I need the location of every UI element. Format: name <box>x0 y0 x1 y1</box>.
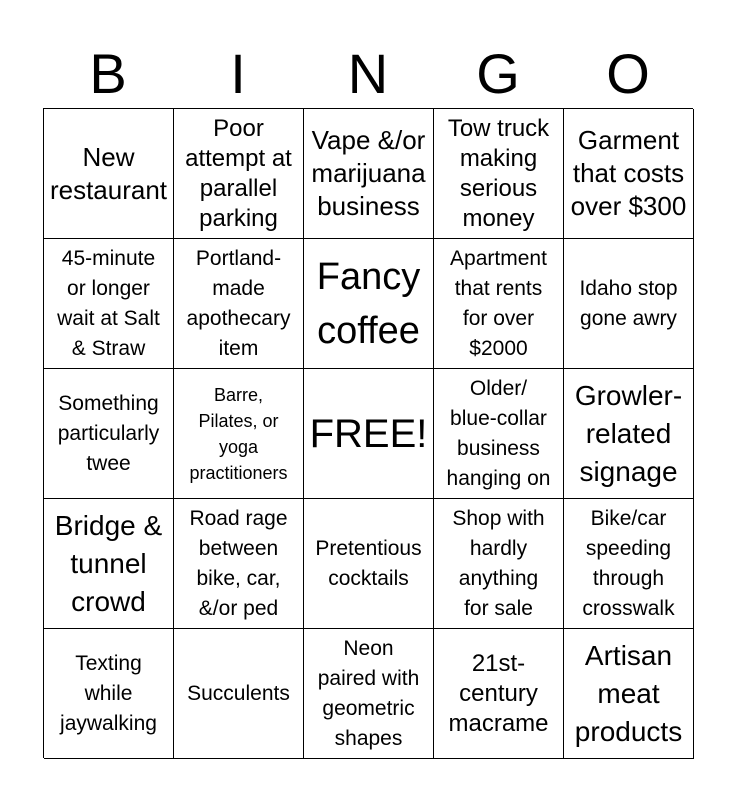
cell-label: Succulents <box>187 681 290 705</box>
cell-label: Idaho stop gone awry <box>579 276 678 330</box>
bingo-cell[interactable] <box>44 499 174 629</box>
bingo-cell[interactable] <box>564 629 694 759</box>
header-letter-n: N <box>347 42 389 105</box>
bingo-cell[interactable] <box>304 239 434 369</box>
cell-label: Shop with hardly anything for sale <box>452 506 545 620</box>
bingo-cell[interactable] <box>174 109 304 239</box>
cell-label: 45-minute or longer wait at Salt & Straw <box>57 246 160 360</box>
cell-label: Bike/car speeding through crosswalk <box>582 506 675 620</box>
cell-label: Tow truck making serious money <box>447 114 550 232</box>
bingo-board <box>43 108 693 758</box>
bingo-cell[interactable] <box>434 629 564 759</box>
cell-label: Growler- related signage <box>574 379 683 487</box>
bingo-cell[interactable] <box>564 239 694 369</box>
cell-label: Portland- made apothecary item <box>186 246 291 360</box>
cell-label: Neon paired with geometric shapes <box>317 636 420 750</box>
cell-label: Apartment that rents for over $2000 <box>450 246 547 360</box>
cell-label: Road rage between bike, car, &/or ped <box>189 506 288 620</box>
cell-label: Bridge & tunnel crowd <box>54 509 163 617</box>
cell-label: Vape &/or marijuana business <box>311 125 426 221</box>
header-letter-o: O <box>606 42 650 105</box>
bingo-header <box>43 42 693 106</box>
bingo-cell[interactable] <box>304 109 434 239</box>
header-letter-i: I <box>230 42 246 105</box>
cell-label: Poor attempt at parallel parking <box>185 114 292 232</box>
bingo-cell[interactable] <box>174 239 304 369</box>
bingo-cell[interactable] <box>434 239 564 369</box>
cell-label: 21st- century macrame <box>448 649 549 737</box>
cell-label: Garment that costs over $300 <box>570 125 687 221</box>
free-space-label: FREE! <box>309 411 428 456</box>
bingo-cell[interactable] <box>304 629 434 759</box>
bingo-cell[interactable] <box>564 369 694 499</box>
bingo-cell[interactable] <box>434 369 564 499</box>
bingo-cell[interactable] <box>44 629 174 759</box>
bingo-cell[interactable] <box>174 629 304 759</box>
bingo-cell[interactable] <box>44 369 174 499</box>
bingo-cell[interactable] <box>434 109 564 239</box>
cell-label: Fancy coffee <box>316 255 421 352</box>
bingo-cell[interactable] <box>44 239 174 369</box>
cell-label: Pretentious cocktails <box>315 536 422 590</box>
bingo-cell[interactable] <box>304 499 434 629</box>
cell-label: Barre, Pilates, or yoga practitioners <box>189 384 288 483</box>
bingo-cell[interactable] <box>174 369 304 499</box>
cell-label: Something particularly twee <box>57 391 160 475</box>
header-letter-g: G <box>476 42 520 105</box>
bingo-cell[interactable] <box>44 109 174 239</box>
bingo-cell[interactable] <box>564 109 694 239</box>
cell-label: Older/ blue-collar business hanging on <box>446 376 551 490</box>
bingo-cell[interactable] <box>434 499 564 629</box>
cell-label: Artisan meat products <box>574 639 683 747</box>
bingo-cell[interactable] <box>174 499 304 629</box>
cell-label: New restaurant <box>49 141 168 205</box>
free-space[interactable] <box>304 369 434 499</box>
cell-label: Texting while jaywalking <box>60 651 157 735</box>
header-letter-b: B <box>89 42 127 105</box>
bingo-cell[interactable] <box>564 499 694 629</box>
